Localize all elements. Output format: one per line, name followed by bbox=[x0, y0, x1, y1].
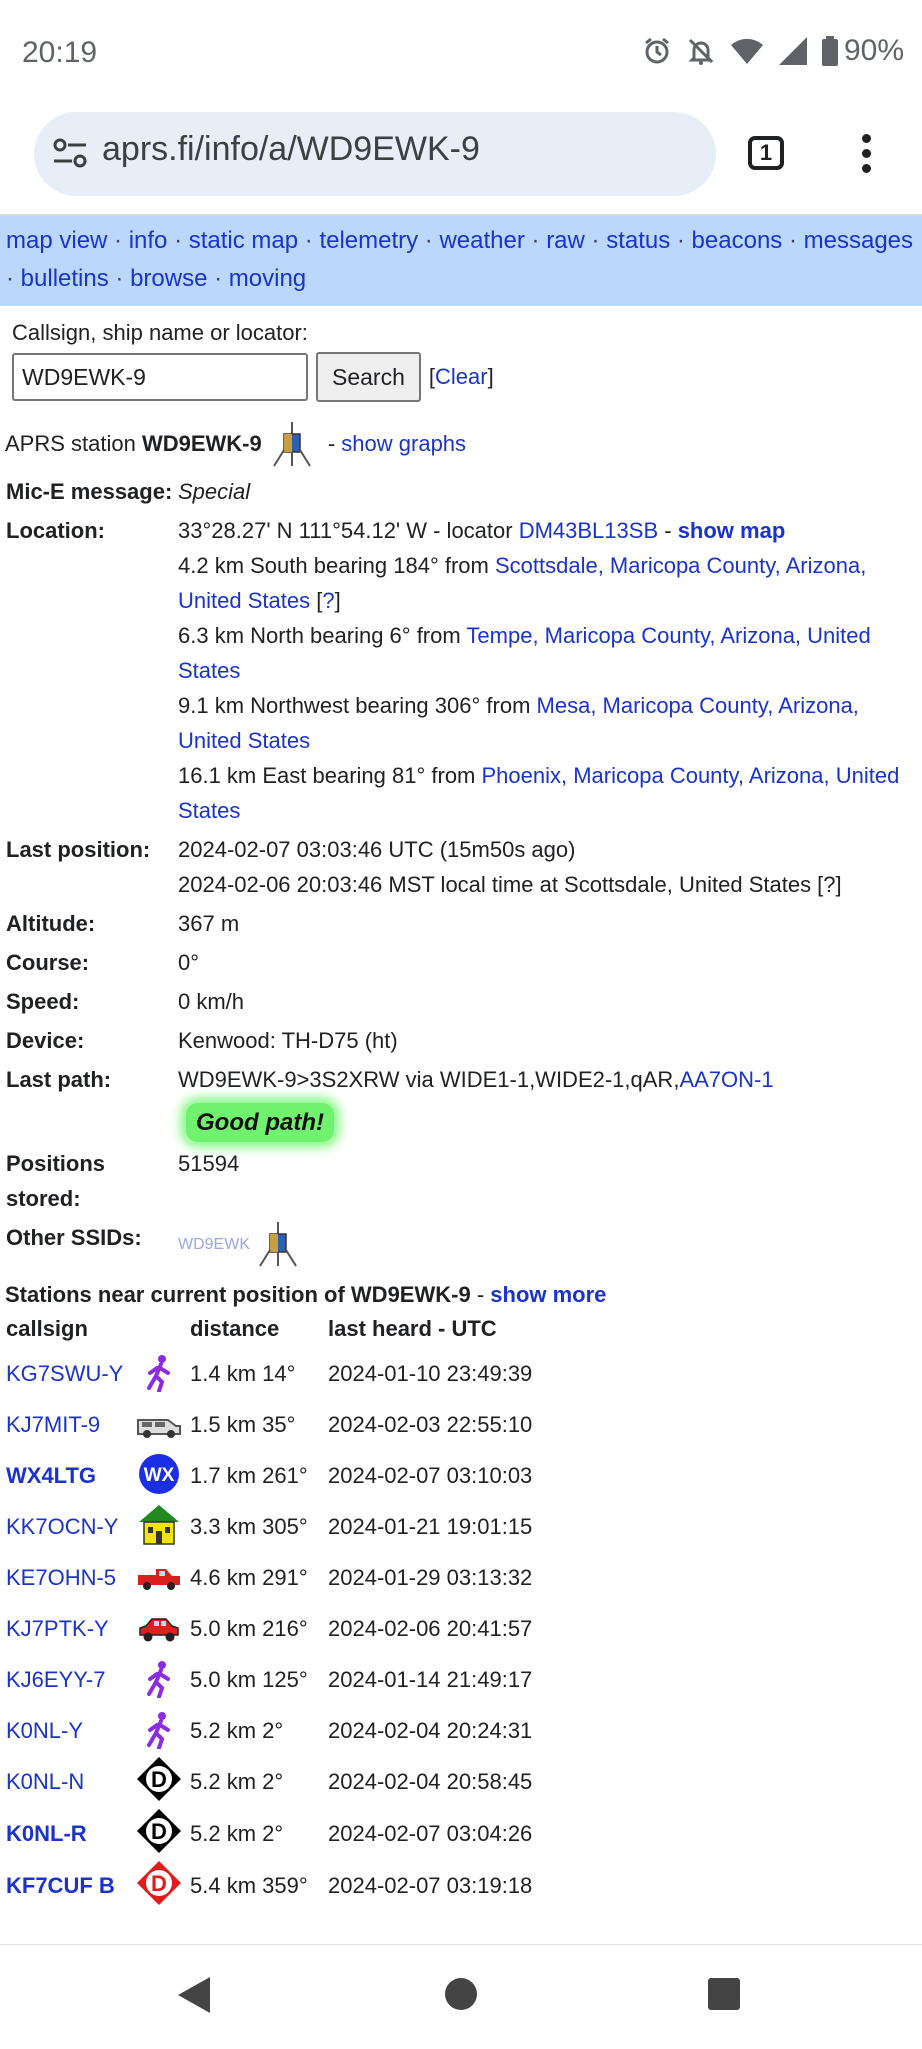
locator-link[interactable]: DM43BL13SB bbox=[518, 518, 659, 543]
phoenix-link[interactable]: Phoenix, Maricopa County, Arizona, United States bbox=[178, 763, 900, 823]
url-text[interactable]: aprs.fi/info/a/WD9EWK-9 bbox=[102, 130, 480, 168]
walker-icon bbox=[136, 1707, 182, 1753]
svg-text:D: D bbox=[151, 1767, 167, 1792]
station-callsign-link[interactable]: KK7OCN-Y bbox=[6, 1513, 119, 1539]
weather-station-icon bbox=[136, 1451, 182, 1497]
nearby-stations-table bbox=[6, 1314, 538, 1912]
station-last-heard: 2024-01-29 03:13:32 bbox=[328, 1564, 533, 1590]
search-label: Callsign, ship name or locator: bbox=[12, 320, 308, 345]
col-last-heard: last heard - UTC bbox=[328, 1316, 497, 1341]
station-callsign-link[interactable]: KG7SWU-Y bbox=[6, 1360, 124, 1386]
dstar-red-icon bbox=[136, 1860, 182, 1906]
svg-text:D: D bbox=[151, 1871, 167, 1896]
nav-messages[interactable]: messages bbox=[803, 227, 914, 254]
pickup-truck-icon bbox=[136, 1555, 182, 1601]
nav-info[interactable]: info bbox=[128, 227, 168, 254]
show-more-link[interactable]: show more bbox=[490, 1282, 607, 1307]
table-row bbox=[6, 1756, 538, 1808]
altitude-label: Altitude: bbox=[6, 911, 96, 936]
station-distance: 3.3 km 305° bbox=[190, 1513, 308, 1539]
tab-switcher-button[interactable]: 1 bbox=[748, 136, 784, 170]
status-bar bbox=[0, 0, 922, 106]
station-distance: 1.4 km 14° bbox=[190, 1360, 296, 1386]
station-last-heard: 2024-02-04 20:58:45 bbox=[328, 1769, 533, 1794]
station-last-heard: 2024-02-04 20:24:31 bbox=[328, 1717, 533, 1743]
table-row bbox=[6, 1808, 538, 1860]
signal-icon bbox=[778, 36, 808, 66]
station-last-heard: 2024-01-21 19:01:15 bbox=[328, 1513, 533, 1539]
station-distance: 4.6 km 291° bbox=[190, 1564, 308, 1590]
ssid-link[interactable]: WD9EWK bbox=[178, 1235, 250, 1253]
station-last-heard: 2024-02-07 03:10:03 bbox=[328, 1462, 533, 1488]
nearby-stations-title: Stations near current position of WD9EWK-9 - show more bbox=[5, 1282, 607, 1307]
course-label: Course: bbox=[6, 950, 90, 975]
battery-icon bbox=[822, 36, 838, 66]
table-row bbox=[6, 1399, 538, 1450]
positions-value: 51594 bbox=[178, 1151, 240, 1176]
nav-static-map[interactable]: static map bbox=[188, 227, 299, 254]
nav-moving[interactable]: moving bbox=[228, 265, 307, 292]
station-callsign-link[interactable]: KF7CUF B bbox=[6, 1873, 115, 1898]
last-position-local: 2024-02-06 20:03:46 MST local time at Scottsdale, United States [?] bbox=[178, 872, 842, 897]
nav-raw[interactable]: raw bbox=[546, 227, 585, 254]
site-nav: map view · info · static map · telemetry · weather · raw · status · beacons · messages · bulletins · browse · moving bbox=[0, 216, 922, 306]
station-callsign-link[interactable]: K0NL-Y bbox=[6, 1717, 84, 1743]
altitude-value: 367 m bbox=[178, 911, 240, 936]
svg-text:WX: WX bbox=[143, 1464, 175, 1486]
nav-weather[interactable]: weather bbox=[439, 227, 525, 254]
address-bar[interactable] bbox=[34, 112, 716, 196]
home-icon[interactable] bbox=[444, 1977, 478, 2011]
nav-status[interactable]: status bbox=[606, 227, 671, 254]
location-label: Location: bbox=[6, 518, 105, 543]
station-distance: 5.0 km 216° bbox=[190, 1615, 308, 1641]
station-callsign-link[interactable]: WX4LTG bbox=[6, 1462, 97, 1488]
nav-telemetry[interactable]: telemetry bbox=[319, 227, 419, 254]
house-icon bbox=[136, 1501, 182, 1547]
table-row bbox=[6, 1654, 538, 1705]
table-row bbox=[6, 1552, 538, 1603]
station-distance: 5.4 km 359° bbox=[190, 1873, 308, 1898]
table-row bbox=[6, 1860, 538, 1912]
help-link[interactable]: ? bbox=[322, 588, 335, 613]
mesa-link[interactable]: Mesa, Maricopa County, Arizona, United States bbox=[178, 693, 859, 753]
back-icon[interactable] bbox=[176, 1975, 212, 2015]
station-distance: 1.7 km 261° bbox=[190, 1462, 308, 1488]
speed-label: Speed: bbox=[6, 989, 80, 1014]
station-last-heard: 2024-02-03 22:55:10 bbox=[328, 1411, 533, 1437]
svg-text:D: D bbox=[151, 1819, 167, 1844]
station-last-heard: 2024-02-06 20:41:57 bbox=[328, 1615, 533, 1641]
alarm-icon bbox=[642, 36, 672, 66]
mic-e-label: Mic-E message: bbox=[6, 479, 173, 504]
table-row bbox=[6, 1348, 538, 1399]
handheld-satellite-icon bbox=[256, 1220, 300, 1268]
notifications-off-icon bbox=[686, 36, 716, 66]
clock: 20:19 bbox=[22, 36, 98, 69]
last-path-label: Last path: bbox=[6, 1067, 112, 1092]
station-distance: 5.0 km 125° bbox=[190, 1666, 308, 1692]
station-callsign-link[interactable]: K0NL-R bbox=[6, 1821, 87, 1846]
station-callsign-link[interactable]: K0NL-N bbox=[6, 1769, 85, 1794]
last-path-value: WD9EWK-9>3S2XRW via WIDE1-1,WIDE2-1,qAR, bbox=[178, 1067, 680, 1092]
station-callsign-link[interactable]: KJ6EYY-7 bbox=[6, 1666, 106, 1692]
nav-browse[interactable]: browse bbox=[130, 265, 208, 292]
wifi-icon bbox=[730, 37, 764, 65]
col-callsign: callsign bbox=[6, 1316, 88, 1341]
search-button[interactable]: Search bbox=[316, 352, 421, 402]
site-settings-icon[interactable] bbox=[52, 136, 88, 170]
station-distance: 5.2 km 2° bbox=[190, 1717, 284, 1743]
recents-icon[interactable] bbox=[707, 1977, 741, 2011]
course-value: 0° bbox=[178, 950, 200, 975]
device-value: Kenwood: TH-D75 (ht) bbox=[178, 1028, 398, 1053]
station-callsign-link[interactable]: KJ7PTK-Y bbox=[6, 1615, 109, 1641]
table-row bbox=[6, 1501, 538, 1552]
table-row bbox=[6, 1450, 538, 1501]
car-icon bbox=[136, 1606, 182, 1652]
table-row bbox=[6, 1705, 538, 1756]
android-nav-bar bbox=[0, 1944, 922, 2049]
good-path-badge: Good path! bbox=[186, 1103, 334, 1142]
nav-beacons[interactable]: beacons bbox=[691, 227, 783, 254]
col-distance: distance bbox=[190, 1316, 280, 1341]
station-distance: 5.2 km 2° bbox=[190, 1769, 284, 1794]
show-map-link[interactable]: show map bbox=[677, 518, 786, 543]
handheld-satellite-icon bbox=[270, 420, 314, 468]
station-callsign-link[interactable]: KE7OHN-5 bbox=[6, 1564, 117, 1590]
station-distance: 5.2 km 2° bbox=[190, 1821, 284, 1846]
last-position-label: Last position: bbox=[6, 837, 151, 862]
more-options-icon[interactable] bbox=[860, 134, 872, 174]
station-last-heard: 2024-01-14 21:49:17 bbox=[328, 1666, 533, 1692]
walker-icon bbox=[136, 1350, 182, 1396]
browser-toolbar bbox=[0, 106, 922, 216]
nav-map-view[interactable]: map view bbox=[6, 227, 108, 254]
search-form: Callsign, ship name or locator: WD9EWK-9 Search [Clear] bbox=[0, 306, 922, 402]
station-distance: 1.5 km 35° bbox=[190, 1411, 296, 1437]
page-content bbox=[0, 216, 922, 1944]
speed-value: 0 km/h bbox=[178, 989, 245, 1014]
station-last-heard: 2024-01-10 23:49:39 bbox=[328, 1360, 533, 1386]
station-callsign: WD9EWK-9 bbox=[141, 431, 262, 456]
van-icon bbox=[136, 1402, 182, 1448]
positions-label: Positions stored: bbox=[6, 1151, 106, 1211]
clear-link[interactable]: Clear bbox=[435, 364, 488, 389]
dstar-icon bbox=[136, 1756, 182, 1802]
walker-icon bbox=[136, 1656, 182, 1702]
last-position-utc: 2024-02-07 03:03:46 UTC (15m50s ago) bbox=[178, 837, 576, 862]
callsign-input[interactable] bbox=[12, 353, 308, 401]
table-row bbox=[6, 1603, 538, 1654]
device-label: Device: bbox=[6, 1028, 85, 1053]
dstar-icon bbox=[136, 1808, 182, 1854]
station-last-heard: 2024-02-07 03:04:26 bbox=[328, 1821, 533, 1846]
scottsdale-link[interactable]: Scottsdale, Maricopa County, Arizona, United States bbox=[178, 553, 867, 613]
battery-percentage: 90% bbox=[843, 34, 904, 67]
igate-link[interactable]: AA7ON-1 bbox=[679, 1067, 774, 1092]
other-ssids-label: Other SSIDs: bbox=[6, 1225, 142, 1250]
station-info-table: Mic-E message: Special Location: 33°28.27' N 111°54.12' W - locator DM43BL13SB - show map 4.2 km South bearing 184° from Scottsdale, Maricopa County, Arizona, United States [?] 6.3 km North bearing 6° from Tempe, Maricopa County, Arizona, United States 9.1 km Northwest bearing 306° from Mesa, Maricopa County, Arizona, United States 16.1 km East bearing 81° from Phoenix, Maricopa County, Arizona, United States Last position: 2024-02-07 03:03:46 UTC (15m50s ago) 2024-02-06 20:03:46 MST local time at Scottsdale, United States [?] Altitude: 367 m Course: 0° Speed: 0 km/h Device: Kenwood: TH-D75 (ht) Last path: WD9EWK-9>3S2XRW via WIDE1-1,WIDE2-1,qAR,AA7ON-1 Good path! Positions stored: 51594 Other SSIDs: WD9EWK bbox=[6, 474, 908, 1272]
nav-bulletins[interactable]: bulletins bbox=[20, 265, 109, 292]
tempe-link[interactable]: Tempe, Maricopa County, Arizona, United States bbox=[178, 623, 871, 683]
station-last-heard: 2024-02-07 03:19:18 bbox=[328, 1873, 533, 1898]
mic-e-value: Special bbox=[178, 479, 251, 504]
station-heading: APRS station WD9EWK-9 - show graphs bbox=[0, 402, 922, 474]
station-callsign-link[interactable]: KJ7MIT-9 bbox=[6, 1411, 101, 1437]
show-graphs-link[interactable]: show graphs bbox=[341, 431, 467, 456]
